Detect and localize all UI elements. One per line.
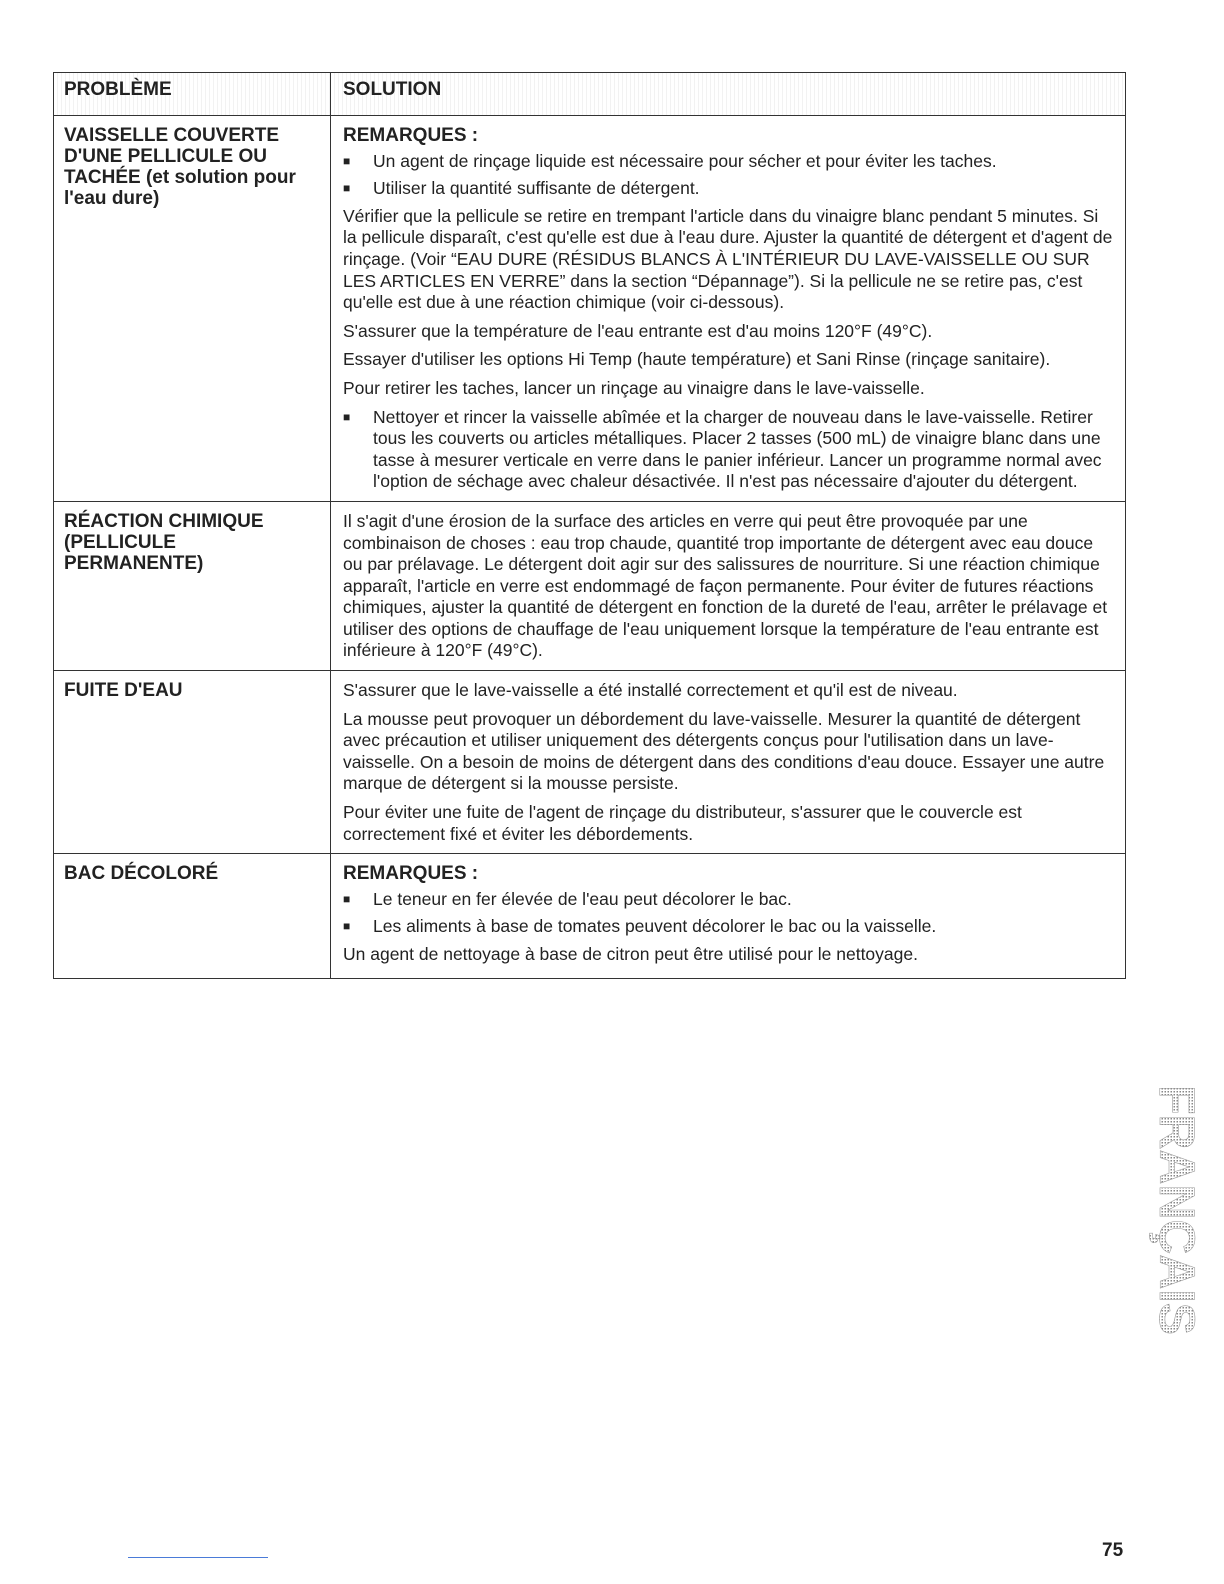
page-number: 75 bbox=[1102, 1540, 1124, 1561]
header-solution: SOLUTION bbox=[331, 73, 1125, 115]
bullet-item bbox=[343, 151, 1113, 173]
solution-paragraph: S'assurer que la température de l'eau entrante est d'au moins 120°F (49°C). bbox=[343, 320, 933, 341]
problem-cell: VAISSELLE COUVERTE D'UNE PELLICULE OU TACHÉE (et solution pour l'eau dure) bbox=[54, 116, 331, 501]
side-label-graphic bbox=[1140, 1080, 1205, 1340]
problem-cell: RÉACTION CHIMIQUE (PELLICULE PERMANENTE) bbox=[54, 502, 331, 670]
bullet-item bbox=[343, 407, 1113, 493]
solution-paragraph: Pour éviter une fuite de l'agent de rinçage du distributeur, s'assurer que le couvercle est correctement fixé et éviter les débordements. bbox=[343, 802, 1022, 844]
problem-cell: BAC DÉCOLORÉ bbox=[54, 854, 331, 977]
bullet-square-icon: ■ bbox=[343, 919, 351, 934]
bullet-item bbox=[343, 889, 1113, 911]
table-row bbox=[54, 853, 1125, 977]
bullet-square-icon: ■ bbox=[343, 153, 351, 168]
table-row bbox=[54, 670, 1125, 853]
header-problem: PROBLÈME bbox=[54, 73, 331, 115]
table-row bbox=[54, 115, 1125, 501]
bullet-text: Nettoyer et rincer la vaisselle abîmée et la charger de nouveau dans le lave-vaisselle. Retirer tous les couverts ou articles métalliques. Placer 2 tasses (500 mL) de vinaigre blanc dans une tasse à mesurer verticale en verre dans le panier inférieur. Lancer un programme normal avec l'option de séchage avec chaleur désactivée. Il n'est pas nécessaire d'ajouter du détergent. bbox=[373, 406, 1102, 492]
bullet-square-icon: ■ bbox=[343, 409, 351, 424]
troubleshooting-table bbox=[53, 72, 1126, 979]
bullet-text: Le teneur en fer élevée de l'eau peut décolorer le bac. bbox=[373, 888, 792, 909]
solution-paragraph: Pour retirer les taches, lancer un rinçage au vinaigre dans le lave-vaisselle. bbox=[343, 377, 925, 398]
footer-rule bbox=[128, 1557, 268, 1558]
note-title: REMARQUES : bbox=[343, 125, 479, 146]
solution-cell bbox=[331, 671, 1125, 853]
solution-paragraph: Essayer d'utiliser les options Hi Temp (haute température) et Sani Rinse (rinçage sanitaire). bbox=[343, 349, 1051, 370]
side-language-tab bbox=[1140, 1080, 1205, 1340]
note-title: REMARQUES : bbox=[343, 863, 479, 885]
solution-paragraph: Il s'agit d'une érosion de la surface des articles en verre qui peut être provoquée par une combinaison de choses : eau trop chaude, quantité trop importante de détergent avec eau douce ou par prélavage. Le détergent doit agir sur des salissures de nourriture. Si une réaction chimique apparaît, l'article en verre est endommagé de façon permanente. Pour éviter de futures réactions chimiques, ajuster la quantité de détergent en fonction de la dureté de l'eau, arrêter le prélavage et utiliser des options de chauffage de l'eau uniquement lorsque la température de l'eau entrante est inférieure à 120°F (49°C). bbox=[343, 510, 1108, 661]
problem-cell: FUITE D'EAU bbox=[54, 671, 331, 853]
solution-paragraph: Un agent de nettoyage à base de citron peut être utilisé pour le nettoyage. bbox=[343, 944, 918, 964]
bullet-item bbox=[343, 178, 1113, 200]
solution-cell bbox=[331, 116, 1125, 501]
bullet-text: Les aliments à base de tomates peuvent décolorer le bac ou la vaisselle. bbox=[373, 916, 937, 937]
solution-paragraph: Vérifier que la pellicule se retire en trempant l'article dans du vinaigre blanc pendant 5 minutes. Si la pellicule disparaît, c'est qu'elle est due à l'eau dure. Ajuster la quantité de détergent et d'agent de rinçage. (Voir “EAU DURE (RÉSIDUS BLANCS À L'INTÉRIEUR DU LAVE-VAISSELLE OU SUR LES ARTICLES EN VERRE” dans la section “Dépannage”). Si la pellicule ne se retire pas, c'est qu'elle est due à une réaction chimique (voir ci-dessous). bbox=[343, 205, 1113, 313]
side-label-text: FRANÇAIS bbox=[1149, 1085, 1205, 1340]
bullet-square-icon: ■ bbox=[343, 891, 351, 906]
bullet-text: Utiliser la quantité suffisante de détergent. bbox=[373, 178, 700, 199]
solution-paragraph: S'assurer que le lave-vaisselle a été installé correctement et qu'il est de niveau. bbox=[343, 680, 958, 701]
solution-cell bbox=[331, 502, 1125, 670]
bullet-square-icon: ■ bbox=[343, 181, 351, 196]
bullet-item bbox=[343, 916, 1113, 938]
table-row bbox=[54, 501, 1125, 670]
solution-cell bbox=[331, 854, 1125, 977]
bullet-text: Un agent de rinçage liquide est nécessaire pour sécher et pour éviter les taches. bbox=[373, 150, 997, 171]
table-header-row bbox=[54, 73, 1125, 115]
solution-paragraph: La mousse peut provoquer un débordement du lave-vaisselle. Mesurer la quantité de détergent avec précaution et utiliser uniquement des détergents conçus pour l'utilisation dans un lave-vaisselle. On a besoin de moins de détergent dans des conditions d'eau douce. Essayer une autre marque de détergent si la mousse persiste. bbox=[343, 708, 1105, 794]
